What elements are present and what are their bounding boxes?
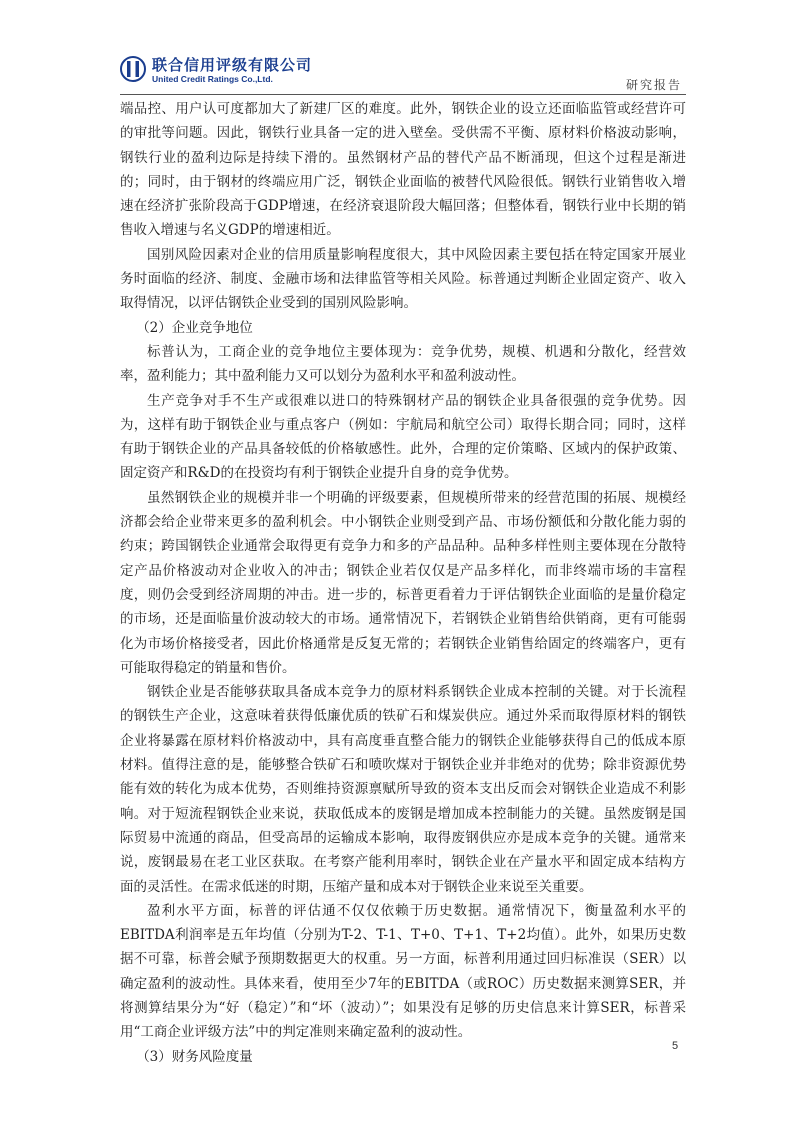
paragraph: 端品控、用户认可度都加大了新建厂区的难度。此外，钢铁企业的设立还面临监管或经营许可的审批等问题。因此，钢铁行业具备一定的进入壁垒。受供需不平衡、原材料价格波动影响，钢铁行业的盈利边际是持续下滑的。虽然钢材产品的替代产品不断涌现，但这个过程是渐进的；同时，由于钢材的终端应用广泛，钢铁企业面临的被替代风险很低。钢铁行业销售收入增速在经济扩张阶段高于GDP增速，在经济衰退阶段大幅回落；但整体看，钢铁行业中长期的销售收入增速与名义GDP的增速相近。 xyxy=(120,101,686,239)
page-header xyxy=(120,44,686,104)
paragraph: 标普认为，工商企业的竞争地位主要体现为：竞争优势，规模、机遇和分散化，经营效率，盈利能力；其中盈利能力又可以划分为盈利水平和盈利波动性。 xyxy=(120,343,686,385)
paragraph: 盈利水平方面，标普的评估通不仅仅依赖于历史数据。通常情况下，衡量盈利水平的EBITDA利润率是五年均值（分别为T-2、T-1、T+0、T+1、T+2均值）。此外，如果历史数据不可靠，标普会赋予预期数据更大的权重。另一方面，标普利用通过回归标准误（SER）以确定盈利的波动性。具体来看，使用至少7年的EBITDA（或ROC）历史数据来测算SER，并将测算结果分为“好（稳定）”和“坏（波动）”；如果没有足够的历史信息来计算SER，标普采用“工商企业评级方法”中的判定准则来确定盈利的波动性。 xyxy=(120,902,686,1041)
company-name-cn: 联合信用评级有限公司 xyxy=(152,56,313,74)
paragraph: 生产竞争对手不生产或很难以进口的特殊钢材产品的钢铁企业具备很强的竞争优势。因为，这样有助于钢铁企业与重点客户（例如：宇航局和航空公司）取得长期合同；同时，这样有助于钢铁企业的产品具备较低的价格敏感性。此外，合理的定价策略、区域内的保护政策、固定资产和R&D的在投资均有利于钢铁企业提升自身的竞争优势。 xyxy=(120,392,686,482)
report-type-label: 研究报告 xyxy=(625,78,682,92)
paragraph: 虽然钢铁企业的规模并非一个明确的评级要素，但规模所带来的经营范围的拓展、规模经济都会给企业带来更多的盈利机会。中小钢铁企业则受到产品、市场份额低和分散化能力弱的约束；跨国钢铁企业通常会取得更有竞争力和多的产品品种。品种多样性则主要体现在分散特定产品价格波动对企业收入的冲击；钢铁企业若仅仅是产品多样化，而非终端市场的丰富程度，则仍会受到经济周期的冲击。进一步的，标普更看着力于评估钢铁企业面临的是量价稳定的市场，还是面临量价波动较大的市场。通常情况下，若钢铁企业销售给供销商，更有可能弱化为市场价格接受者，因此价格通常是反复无常的；若钢铁企业销售给固定的终端客户，更有可能取得稳定的销量和售价。 xyxy=(120,489,686,676)
paragraph: 国别风险因素对企业的信用质量影响程度很大，其中风险因素主要包括在特定国家开展业务时面临的经济、制度、金融市场和法律监管等相关风险。标普通过判断企业固定资产、收入取得情况，以评估钢铁企业受到的国别风险影响。 xyxy=(120,246,686,312)
header-divider xyxy=(120,94,686,95)
company-name-en: United Credit Ratings Co.,Ltd. xyxy=(152,74,273,84)
company-logo-icon xyxy=(120,56,146,82)
paragraph: 钢铁企业是否能够获取具备成本竞争力的原材料系钢铁企业成本控制的关键。对于长流程的钢铁生产企业，这意味着获得低廉优质的铁矿石和煤炭供应。通过外采而取得原材料的钢铁企业将暴露在原材料价格波动中，具有高度垂直整合能力的钢铁企业能够获得自己的低成本原材料。值得注意的是，能够整合铁矿石和喷吹煤对于钢铁企业并非绝对的优势；除非资源优势能有效的转化为成本优势，否则维持资源禀赋所导致的资本支出反而会对钢铁企业造成不利影响。对于短流程钢铁企业来说，获取低成本的废钢是增加成本控制能力的关键。虽然废钢是国际贸易中流通的商品，但受高昂的运输成本影响，取得废钢供应亦是成本竞争的关键。通常来说，废钢最易在老工业区获取。在考察产能利用率时，钢铁企业在产量水平和固定成本结构方面的灵活性。在需求低迷的时期，压缩产量和成本对于钢铁企业来说至关重要。 xyxy=(120,684,686,895)
document-body xyxy=(120,97,686,1069)
page-number: 5 xyxy=(672,1040,679,1052)
section-heading: （2）企业竞争地位 xyxy=(136,319,253,336)
section-heading: （3）财务风险度量 xyxy=(136,1048,253,1065)
